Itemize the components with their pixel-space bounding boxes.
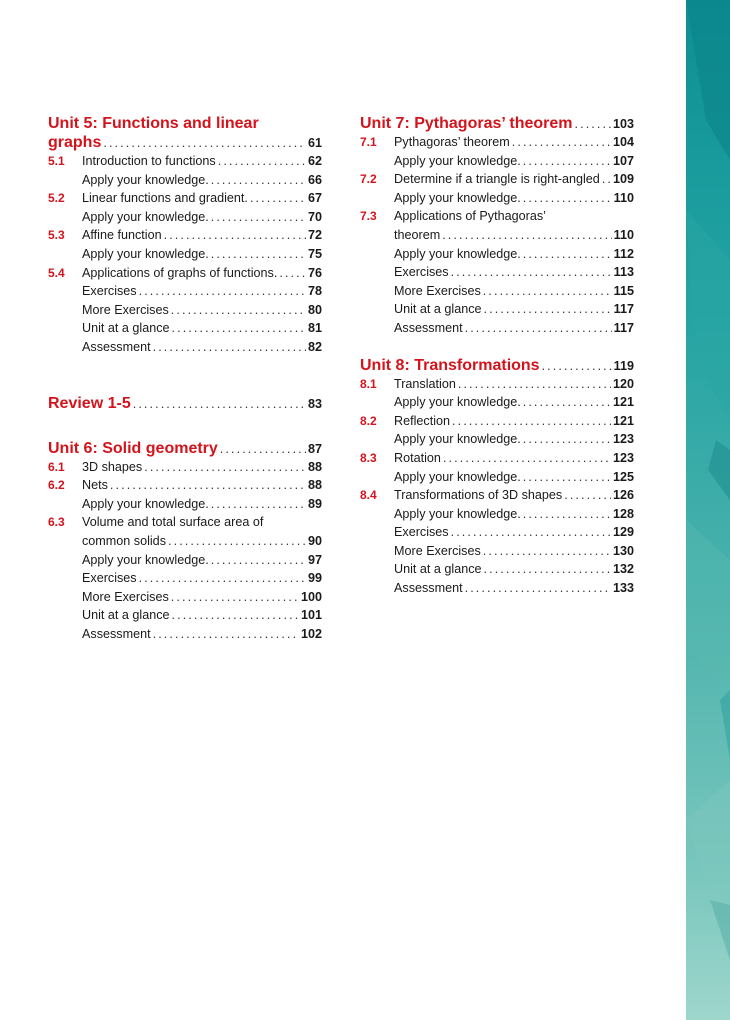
review-entry[interactable] bbox=[48, 394, 322, 413]
unit7-entry[interactable] bbox=[360, 170, 634, 189]
unit5-entries bbox=[48, 152, 322, 357]
unit6-entry[interactable] bbox=[48, 551, 322, 570]
entry-page: 128 bbox=[612, 506, 634, 521]
entry-title: Apply your knowledge. bbox=[394, 395, 521, 410]
unit6-entry[interactable] bbox=[48, 588, 322, 607]
unit6-entry[interactable] bbox=[48, 513, 322, 532]
entry-body bbox=[394, 486, 634, 505]
unit8-entry[interactable] bbox=[360, 486, 634, 505]
entry-title: Apply your knowledge. bbox=[394, 190, 521, 205]
entry-body bbox=[82, 513, 322, 532]
entry-title: Pythagoras’ theorem bbox=[394, 135, 510, 149]
entry-title: Reflection bbox=[394, 413, 451, 428]
entry-body bbox=[82, 606, 322, 625]
entry-page: 67 bbox=[307, 191, 322, 206]
unit5-entry[interactable] bbox=[48, 264, 322, 283]
entry-title: Affine function bbox=[82, 228, 162, 243]
unit5-title-line2: graphs bbox=[48, 134, 102, 151]
entry-page: 66 bbox=[307, 172, 322, 187]
leader-dots bbox=[523, 245, 612, 264]
unit8-title: Unit 8: Transformations bbox=[360, 356, 540, 374]
unit6-page: 87 bbox=[307, 441, 322, 456]
entry-body bbox=[394, 505, 634, 524]
unit5-entry[interactable] bbox=[48, 301, 322, 320]
unit8-entries bbox=[360, 375, 634, 598]
section-number: 5.1 bbox=[48, 154, 65, 168]
entry-title: Apply your knowledge. bbox=[82, 246, 209, 261]
entry-body bbox=[394, 245, 634, 264]
unit6-entry[interactable] bbox=[48, 458, 322, 477]
unit8-entry[interactable] bbox=[360, 523, 634, 542]
entry-body bbox=[82, 171, 322, 190]
section-number: 6.1 bbox=[48, 459, 65, 474]
entry-body bbox=[82, 282, 322, 301]
entry-body bbox=[394, 542, 634, 561]
entry-page: 115 bbox=[613, 283, 634, 298]
entry-page: 109 bbox=[612, 172, 634, 187]
entry-title: More Exercises bbox=[394, 283, 481, 298]
leader-dots bbox=[443, 449, 611, 468]
entry-title: More Exercises bbox=[82, 302, 169, 317]
section-number: 5.4 bbox=[48, 265, 65, 280]
leader-dots bbox=[452, 412, 611, 431]
entry-body bbox=[82, 226, 322, 245]
leader-dots bbox=[465, 579, 611, 598]
unit6-entry[interactable] bbox=[48, 439, 322, 458]
section-number: 5.2 bbox=[48, 191, 65, 206]
entry-body bbox=[82, 495, 322, 514]
entry-title: Unit at a glance bbox=[394, 562, 482, 577]
entry-page: 88 bbox=[307, 478, 322, 493]
entry-body bbox=[394, 133, 634, 152]
toc-left-column bbox=[48, 114, 322, 643]
entry-title: Apply your knowledge. bbox=[394, 153, 521, 168]
entry-body bbox=[82, 458, 322, 477]
unit7-title: Unit 7: Pythagoras’ theorem bbox=[360, 115, 573, 132]
entry-page: 107 bbox=[612, 153, 634, 168]
leader-dots bbox=[523, 189, 612, 208]
unit6-entry[interactable] bbox=[48, 625, 322, 644]
unit5-title-cont[interactable] bbox=[48, 133, 322, 152]
leader-dots bbox=[153, 338, 306, 357]
section-number: 7.3 bbox=[360, 209, 377, 224]
entry-page: 90 bbox=[307, 533, 322, 548]
leader-dots bbox=[483, 282, 612, 301]
entry-title: Apply your knowledge. bbox=[82, 172, 209, 187]
unit7-entry[interactable] bbox=[360, 282, 634, 301]
entry-title: Translation bbox=[394, 376, 456, 391]
leader-dots bbox=[110, 476, 306, 495]
leader-dots bbox=[168, 532, 306, 551]
entry-title: Linear functions and gradient. bbox=[82, 191, 248, 206]
entry-page: 117 bbox=[613, 320, 634, 335]
leader-dots bbox=[523, 393, 611, 412]
toc-right-column bbox=[360, 114, 634, 598]
entry-page: 88 bbox=[307, 459, 322, 474]
entry-title: Volume and total surface area of bbox=[82, 515, 264, 530]
unit5-entry[interactable] bbox=[48, 226, 322, 245]
entry-page: 113 bbox=[613, 265, 634, 280]
entry-title: Nets bbox=[82, 478, 108, 493]
entry-body bbox=[82, 532, 322, 551]
entry-title: Unit at a glance bbox=[82, 608, 170, 623]
unit7-entry[interactable] bbox=[360, 152, 634, 171]
entry-title: Unit at a glance bbox=[394, 302, 482, 317]
entry-body bbox=[82, 625, 322, 644]
unit6-entry[interactable] bbox=[48, 495, 322, 514]
entry-title: Assessment bbox=[82, 626, 151, 641]
unit8-entry[interactable] bbox=[360, 430, 634, 449]
unit7-entry[interactable] bbox=[360, 245, 634, 264]
entry-title: Apply your knowledge. bbox=[82, 496, 209, 511]
unit6-entry[interactable] bbox=[48, 476, 322, 495]
entry-body bbox=[394, 226, 634, 245]
entry-title: Exercises bbox=[82, 284, 137, 299]
entry-title: Apply your knowledge. bbox=[82, 209, 209, 224]
leader-dots bbox=[164, 226, 306, 245]
unit7-entry[interactable] bbox=[360, 189, 634, 208]
entry-body bbox=[394, 393, 634, 412]
unit7-entries bbox=[360, 133, 634, 338]
entry-page: 117 bbox=[613, 302, 634, 317]
entry-page: 80 bbox=[307, 302, 322, 317]
unit8-entry[interactable] bbox=[360, 412, 634, 431]
entry-page: 133 bbox=[612, 581, 634, 596]
section-number: 6.3 bbox=[48, 515, 65, 530]
unit5-entry[interactable] bbox=[48, 189, 322, 208]
leader-dots bbox=[279, 264, 306, 283]
unit5-entry[interactable] bbox=[48, 338, 322, 357]
unit5-page: 61 bbox=[307, 136, 322, 150]
entry-body bbox=[82, 338, 322, 357]
entry-body bbox=[82, 301, 322, 320]
leader-dots bbox=[211, 208, 306, 227]
leader-dots bbox=[523, 468, 611, 487]
entry-title: Unit at a glance bbox=[82, 321, 170, 336]
entry-title: Apply your knowledge. bbox=[394, 506, 521, 521]
unit5-entry[interactable] bbox=[48, 282, 322, 301]
unit6-entry[interactable] bbox=[48, 532, 322, 551]
entry-title: Exercises bbox=[82, 571, 137, 586]
unit6-title: Unit 6: Solid geometry bbox=[48, 439, 218, 457]
entry-page: 110 bbox=[613, 227, 634, 242]
entry-body bbox=[394, 523, 634, 542]
unit7-entry[interactable] bbox=[360, 300, 634, 319]
unit5-entry[interactable] bbox=[48, 245, 322, 264]
section-number: 8.2 bbox=[360, 413, 377, 428]
entry-page: 102 bbox=[300, 626, 322, 641]
entry-body bbox=[394, 375, 634, 394]
entry-page: 101 bbox=[300, 608, 322, 623]
entry-page: 130 bbox=[612, 543, 634, 558]
unit7-entry[interactable] bbox=[360, 114, 634, 133]
unit7-entry[interactable] bbox=[360, 207, 634, 226]
unit7-entry[interactable] bbox=[360, 263, 634, 282]
leader-dots bbox=[153, 625, 299, 644]
leader-dots bbox=[483, 542, 611, 561]
entry-title: Assessment bbox=[394, 581, 463, 596]
entry-title: Apply your knowledge. bbox=[394, 246, 521, 261]
entry-body bbox=[394, 282, 634, 301]
entry-page: 82 bbox=[307, 339, 322, 354]
leader-dots bbox=[171, 588, 299, 607]
entry-page: 75 bbox=[307, 246, 322, 261]
entry-page: 72 bbox=[307, 228, 322, 243]
unit5-entry[interactable] bbox=[48, 208, 322, 227]
entry-page: 78 bbox=[307, 284, 322, 299]
leader-dots bbox=[133, 395, 306, 414]
entry-page: 112 bbox=[613, 246, 634, 261]
leader-dots bbox=[523, 430, 611, 449]
entry-body bbox=[82, 569, 322, 588]
review-title: Review 1-5 bbox=[48, 394, 131, 412]
unit7-entry[interactable] bbox=[360, 319, 634, 338]
entry-page: 99 bbox=[307, 571, 322, 586]
section-number: 8.1 bbox=[360, 376, 377, 391]
unit8-entry[interactable] bbox=[360, 393, 634, 412]
entry-title: Exercises bbox=[394, 265, 449, 280]
entry-body bbox=[394, 468, 634, 487]
leader-dots bbox=[451, 263, 612, 282]
entry-body bbox=[394, 170, 634, 189]
leader-dots bbox=[250, 189, 306, 208]
entry-title: Apply your knowledge. bbox=[394, 432, 521, 447]
section-number: 7.2 bbox=[360, 172, 377, 187]
leader-dots bbox=[575, 115, 611, 134]
entry-title: Exercises bbox=[394, 525, 449, 540]
entry-body bbox=[82, 245, 322, 264]
unit7-entry[interactable] bbox=[360, 226, 634, 245]
entry-title: 3D shapes bbox=[82, 459, 143, 474]
leader-dots bbox=[484, 300, 612, 319]
section-number: 5.3 bbox=[48, 228, 65, 243]
leader-dots bbox=[458, 375, 611, 394]
leader-dots bbox=[523, 152, 611, 171]
entry-title: Applications of graphs of functions. bbox=[82, 265, 278, 280]
leader-dots bbox=[103, 134, 306, 153]
unit8-entry[interactable] bbox=[360, 505, 634, 524]
section-number: 6.2 bbox=[48, 478, 65, 493]
leader-dots bbox=[139, 282, 306, 301]
entry-title: Assessment bbox=[82, 339, 151, 354]
entry-body bbox=[394, 263, 634, 282]
unit5-entry[interactable] bbox=[48, 152, 322, 171]
leader-dots bbox=[220, 440, 306, 459]
entry-page: 121 bbox=[612, 395, 634, 410]
unit5-title[interactable]: Unit 5: Functions and linear bbox=[48, 115, 259, 132]
entry-body bbox=[82, 152, 322, 171]
entry-body bbox=[82, 208, 322, 227]
unit6-entries bbox=[48, 458, 322, 644]
entry-title: theorem bbox=[394, 227, 441, 242]
entry-body bbox=[394, 412, 634, 431]
entry-page: 110 bbox=[613, 190, 634, 205]
leader-dots bbox=[172, 319, 306, 338]
entry-page: 100 bbox=[300, 589, 322, 604]
leader-dots bbox=[512, 133, 611, 152]
entry-page: 89 bbox=[307, 496, 322, 511]
entry-body bbox=[394, 579, 634, 598]
leader-dots bbox=[211, 245, 306, 264]
entry-page: 120 bbox=[612, 376, 634, 391]
unit6-entry[interactable] bbox=[48, 569, 322, 588]
leader-dots bbox=[442, 226, 611, 245]
section-number: 8.4 bbox=[360, 488, 377, 503]
faceted-pattern-graphic bbox=[686, 0, 730, 1020]
entry-title: Apply your knowledge. bbox=[82, 552, 209, 567]
entry-body bbox=[82, 551, 322, 570]
entry-page: 125 bbox=[612, 469, 634, 484]
entry-title: Apply your knowledge. bbox=[394, 469, 521, 484]
leader-dots bbox=[172, 606, 299, 625]
leader-dots bbox=[171, 301, 306, 320]
entry-title: Introduction to functions bbox=[82, 154, 216, 168]
unit5-entry[interactable] bbox=[48, 171, 322, 190]
entry-title: More Exercises bbox=[394, 543, 481, 558]
entry-body bbox=[394, 207, 634, 226]
leader-dots bbox=[218, 152, 306, 171]
entry-body bbox=[82, 319, 322, 338]
leader-dots bbox=[211, 551, 306, 570]
section-number: 7.1 bbox=[360, 135, 377, 149]
unit8-entry[interactable] bbox=[360, 375, 634, 394]
entry-page: 129 bbox=[612, 525, 634, 540]
entry-page: 104 bbox=[612, 135, 634, 149]
unit8-entry[interactable] bbox=[360, 449, 634, 468]
leader-dots bbox=[484, 560, 611, 579]
entry-page: 97 bbox=[307, 552, 322, 567]
leader-dots bbox=[451, 523, 611, 542]
entry-body bbox=[82, 264, 322, 283]
unit8-entry[interactable] bbox=[360, 542, 634, 561]
leader-dots bbox=[211, 171, 306, 190]
leader-dots bbox=[602, 170, 611, 189]
entry-title: More Exercises bbox=[82, 589, 169, 604]
entry-body bbox=[394, 189, 634, 208]
entry-body bbox=[394, 449, 634, 468]
entry-page: 81 bbox=[307, 321, 322, 336]
unit8-entry[interactable] bbox=[360, 560, 634, 579]
entry-body bbox=[82, 189, 322, 208]
entry-body bbox=[394, 430, 634, 449]
entry-page: 123 bbox=[612, 450, 634, 465]
entry-body bbox=[394, 319, 634, 338]
leader-dots bbox=[465, 319, 612, 338]
entry-title: Rotation bbox=[394, 450, 441, 465]
unit8-entry[interactable] bbox=[360, 579, 634, 598]
unit8-entry[interactable] bbox=[360, 356, 634, 375]
entry-title: Transformations of 3D shapes bbox=[394, 488, 563, 503]
unit6-entry[interactable] bbox=[48, 606, 322, 625]
entry-body bbox=[394, 560, 634, 579]
decorative-side-band bbox=[686, 0, 730, 1020]
leader-dots bbox=[542, 357, 612, 376]
review-page: 83 bbox=[307, 396, 322, 411]
unit5-entry[interactable] bbox=[48, 319, 322, 338]
entry-title: Applications of Pythagoras’ bbox=[394, 209, 546, 224]
entry-title: common solids bbox=[82, 533, 166, 548]
unit8-page: 119 bbox=[613, 358, 634, 373]
entry-page: 123 bbox=[612, 432, 634, 447]
entry-body bbox=[394, 152, 634, 171]
entry-page: 126 bbox=[612, 488, 634, 503]
entry-page: 70 bbox=[307, 209, 322, 224]
entry-title: Determine if a triangle is right-angled bbox=[394, 172, 600, 187]
unit7-entry[interactable] bbox=[360, 133, 634, 152]
leader-dots bbox=[564, 486, 611, 505]
entry-title: Assessment bbox=[394, 320, 463, 335]
entry-page: 62 bbox=[307, 154, 322, 168]
entry-page: 76 bbox=[307, 265, 322, 280]
entry-body bbox=[82, 588, 322, 607]
leader-dots bbox=[211, 495, 306, 514]
entry-page: 121 bbox=[612, 413, 634, 428]
entry-body bbox=[82, 476, 322, 495]
unit8-entry[interactable] bbox=[360, 468, 634, 487]
entry-page: 132 bbox=[612, 562, 634, 577]
unit7-page: 103 bbox=[612, 117, 634, 131]
entry-body bbox=[394, 300, 634, 319]
leader-dots bbox=[144, 458, 306, 477]
section-number: 8.3 bbox=[360, 450, 377, 465]
leader-dots bbox=[523, 505, 611, 524]
leader-dots bbox=[139, 569, 306, 588]
